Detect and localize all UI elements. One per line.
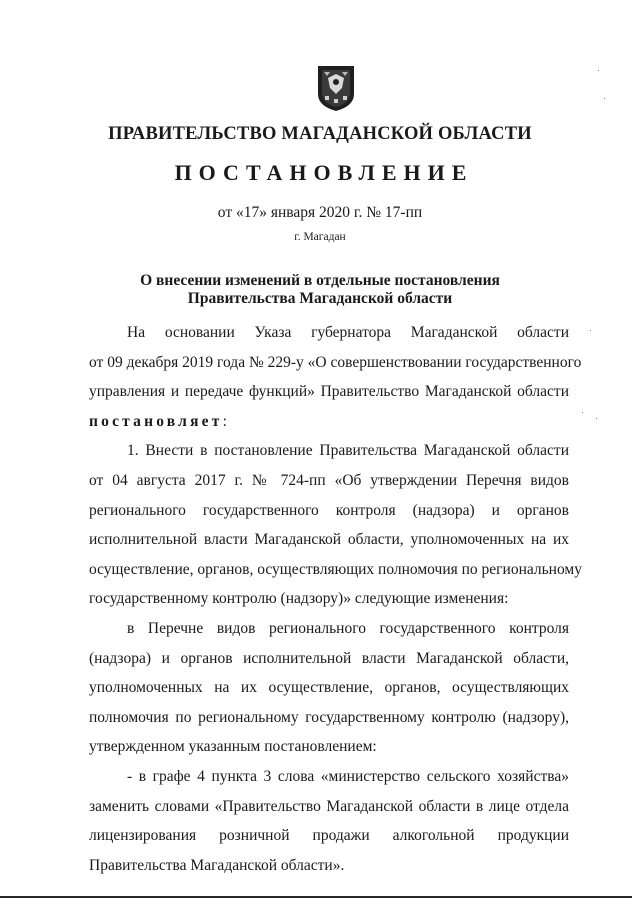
- body-line: исполнительной власти Магаданской области, уполномоченных на их: [89, 531, 569, 549]
- body-line: (надзора) и органов исполнительной власти Магаданской области,: [89, 649, 569, 667]
- body-line: лицензирования розничной продажи алкогольной продукции: [89, 827, 569, 845]
- body-line: заменить словами «Правительство Магаданской области в лице отдела: [89, 797, 569, 815]
- scan-speck: [604, 98, 605, 99]
- decree-keyword: постановляет: [89, 412, 223, 430]
- scan-speck: [596, 418, 597, 419]
- scan-speck: [598, 70, 599, 71]
- document-city: г. Магадан: [294, 231, 346, 243]
- subject-line: О внесении изменений в отдельные постановления: [140, 272, 500, 289]
- body-line: [89, 407, 569, 437]
- body-line: На основании Указа губернатора Магаданской области: [127, 324, 569, 341]
- decree-keyword-colon: :: [222, 412, 227, 430]
- body-line: управления и передаче функций» Правительство Магаданской области: [89, 383, 569, 401]
- scan-speck: [582, 412, 583, 413]
- body-line: регионального государственного контроля (надзора) и органов: [89, 501, 569, 519]
- document-type: ПОСТАНОВЛЕНИЕ: [174, 160, 474, 185]
- subject-line: Правительства Магаданской области: [187, 290, 453, 307]
- document-date-number: от «17» января 2020 г. № 17-пп: [217, 204, 423, 221]
- body-line: от 09 декабря 2019 года № 229-у «О совершенствовании государственного: [89, 353, 582, 371]
- body-line: - в графе 4 пункта 3 слова «министерство сельского хозяйства»: [127, 767, 569, 785]
- body-line: Правительства Магаданской области».: [89, 856, 345, 874]
- organization-title: ПРАВИТЕЛЬСТВО МАГАДАНСКОЙ ОБЛАСТИ: [108, 124, 532, 144]
- body-line: осуществление, органов, осуществляющих полномочия по региональному: [89, 560, 582, 578]
- body-line: в Перечне видов регионального государственного контроля: [127, 619, 569, 637]
- document-body: [89, 318, 582, 880]
- body-line: от 04 августа 2017 г. № 724-пп «Об утверждении Перечня видов: [89, 471, 569, 489]
- scan-speck: [590, 330, 591, 331]
- body-line: уполномоченных на их осуществление, органов, осуществляющих: [89, 679, 569, 697]
- body-line: утвержденном указанным постановлением:: [89, 738, 377, 756]
- coat-of-arms-icon: [316, 64, 356, 112]
- body-line: 1. Внести в постановление Правительства Магаданской области: [127, 442, 569, 460]
- bottom-rule: [0, 896, 632, 898]
- body-line: государственному контролю (надзору)» следующие изменения:: [89, 590, 509, 608]
- body-line: полномочия по региональному государственному контролю (надзору),: [89, 708, 569, 726]
- document-subject: [0, 272, 640, 308]
